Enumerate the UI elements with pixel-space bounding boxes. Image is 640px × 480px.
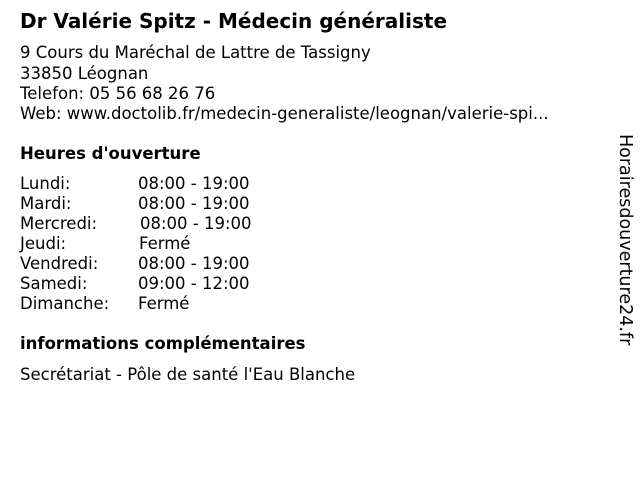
day-label: Dimanche: xyxy=(20,294,110,313)
day-label: Mardi: xyxy=(20,194,72,213)
time-value: 08:00 - 19:00 xyxy=(138,174,250,193)
time-value: 08:00 - 19:00 xyxy=(140,214,252,233)
day-label: Samedi: xyxy=(20,274,88,293)
day-label: Mercredi: xyxy=(20,214,98,233)
time-value: Fermé xyxy=(138,294,190,313)
time-value: 09:00 - 12:00 xyxy=(138,274,250,293)
time-value: 08:00 - 19:00 xyxy=(138,254,250,273)
page-title: Dr Valérie Spitz - Médecin généraliste xyxy=(20,9,448,33)
time-value: Fermé xyxy=(139,234,191,253)
opening-hours-heading: Heures d'ouverture xyxy=(20,144,201,163)
day-label: Jeudi: xyxy=(20,234,67,253)
site-watermark: Horairesdouverture24.fr xyxy=(615,134,635,346)
day-label: Vendredi: xyxy=(20,254,99,273)
additional-info-heading: informations complémentaires xyxy=(20,334,306,353)
address-street: 9 Cours du Maréchal de Lattre de Tassigny xyxy=(20,43,371,62)
time-value: 08:00 - 19:00 xyxy=(138,194,250,213)
phone-number: Telefon: 05 56 68 26 76 xyxy=(20,84,216,103)
address-city: 33850 Léognan xyxy=(20,64,149,83)
day-label: Lundi: xyxy=(20,174,71,193)
additional-info-text: Secrétariat - Pôle de santé l'Eau Blanche xyxy=(20,365,356,384)
website-link[interactable]: Web: www.doctolib.fr/medecin-generaliste/leognan/valerie-spi... xyxy=(20,104,549,123)
